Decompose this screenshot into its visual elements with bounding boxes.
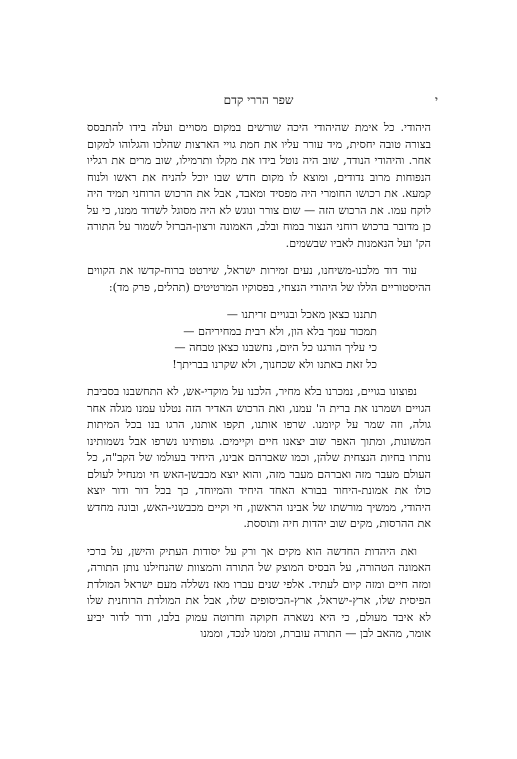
poem-line: תמכור עמך בלא הון, ולא רבית במחיריהם — — [183, 324, 377, 338]
paragraph: נפוצונו בגויים, נמכרנו בלא מחיר, הלכנו על מוקדי-אש, לא התחשבנו בסביבת הגויים ושמרנו את ברית ה' עמנו, ואת הרכוש האדיר הזה נטלנו עמנו מגלה אחר גולה, וזה שמר על קיומנו. שרפו אותנו, תקפו אותנו, הרגו בנו בכל המיתות המשונות, ומתוך האפר שוב יצאנו חיים וקיימים. גופותינו נשרפו אבל נשמותינו נותרו בחיות הנצחית שלהן, וכמו שאברהם אבינו, היחיד בעולמו של הקב"ה, כל העולם מעבר מזה ואברהם מעבר מזה, והוא יוצא מכבשן-האש חי ומנחיל לעולם כולו את אמונת-היחוד בבורא האחד היחיד והמיוחד, כך בכל דור ודור יוצא היהודי, ממשיך מורשתו של אבינו הראשון, חי וקיים מכבשני-האש, ובונה מחדש את ההרסות, מקים שוב יהדות חיה ותוססת. — [87, 385, 431, 530]
paragraph-gap — [87, 533, 431, 544]
poem-line: תתננו כצאן מאכל ובגויים זריתנו — — [226, 308, 377, 321]
paragraph: היהודי. כל אימת שהיהודי היכה שורשים במקום מסויים ועלה בידו להתבסס בצורה טובה יחסית, מיד עורר עליו את חמת גויי הארצות שהלכו והגלוהו למקום אחר. והיהודי הנודד, שוב היה נוטל בידו את מקלו ותרמילו, שוב מרים את רגליו הנפוחות מרוב נדודים, ומוצא לו מקום חדש שבו יוכל להניח את ראשו ולנוח קמעא. את רכושו החומרי היה מפסיד ומאבד, אבל את הרכוש הרוחני תמיד היה לוקח עמו. את הרכוש הזה — שום צורר ונוגש לא היה מסוגל לשדוד ממנו, כי על כן מדובר ברכוש רוחני הנצור במוח ובלב, האמונה ורצון-הברזל לשמור על התורה הק' ועל הנאמנות לאביו שבשמים. — [87, 121, 431, 250]
running-header — [0, 92, 517, 110]
paragraph-gap — [87, 296, 431, 307]
page-body — [87, 120, 431, 643]
paragraph: עוד דוד מלכנו-משיחנו, נעים זמירות ישראל, שירטט ברוח-קדשו את הקווים ההיסטוריים הללו של היהודי הנצחי, בפסוקיו המרטיטים (תהלים, פרק מד): — [87, 264, 431, 294]
poem-line: כי עליך הורגנו כל היום, נחשבנו כצאן טבחה — — [174, 341, 377, 354]
paragraph: ואת היהדות החדשה הוא מקים אך ורק על יסודות העתיק והישן, על ברכי האמונה הטהורה, על הבסיס המוצק של התורה והמצוות שהנחילנו נותן התורה, ומזה חיים ומזה קיום לעתיד. אלפי שנים עברו מאז נשללה מעם ישראל המולדת הפיסית שלו, ארץ-ישראל, ארץ-הכיסופים שלו, אבל את המולדת הרוחנית שלו לא איבד מעולם, כי היא נשארה חקוקה וחרוטה עמוק בלבו, ודור לדור יביע אומר, מהאב לבן — התורה עוברת, וממנו לנכד, וממנו — [87, 544, 431, 640]
paragraph-gap — [87, 252, 431, 263]
running-title: שפר הררי קדם — [223, 93, 294, 107]
poem-line: כל זאת באתנו ולא שכחנוך, ולא שקרנו בבריתך! — [172, 357, 377, 371]
page-number: י — [434, 93, 438, 107]
poem-quote — [87, 307, 431, 373]
paragraph-gap — [87, 373, 431, 384]
